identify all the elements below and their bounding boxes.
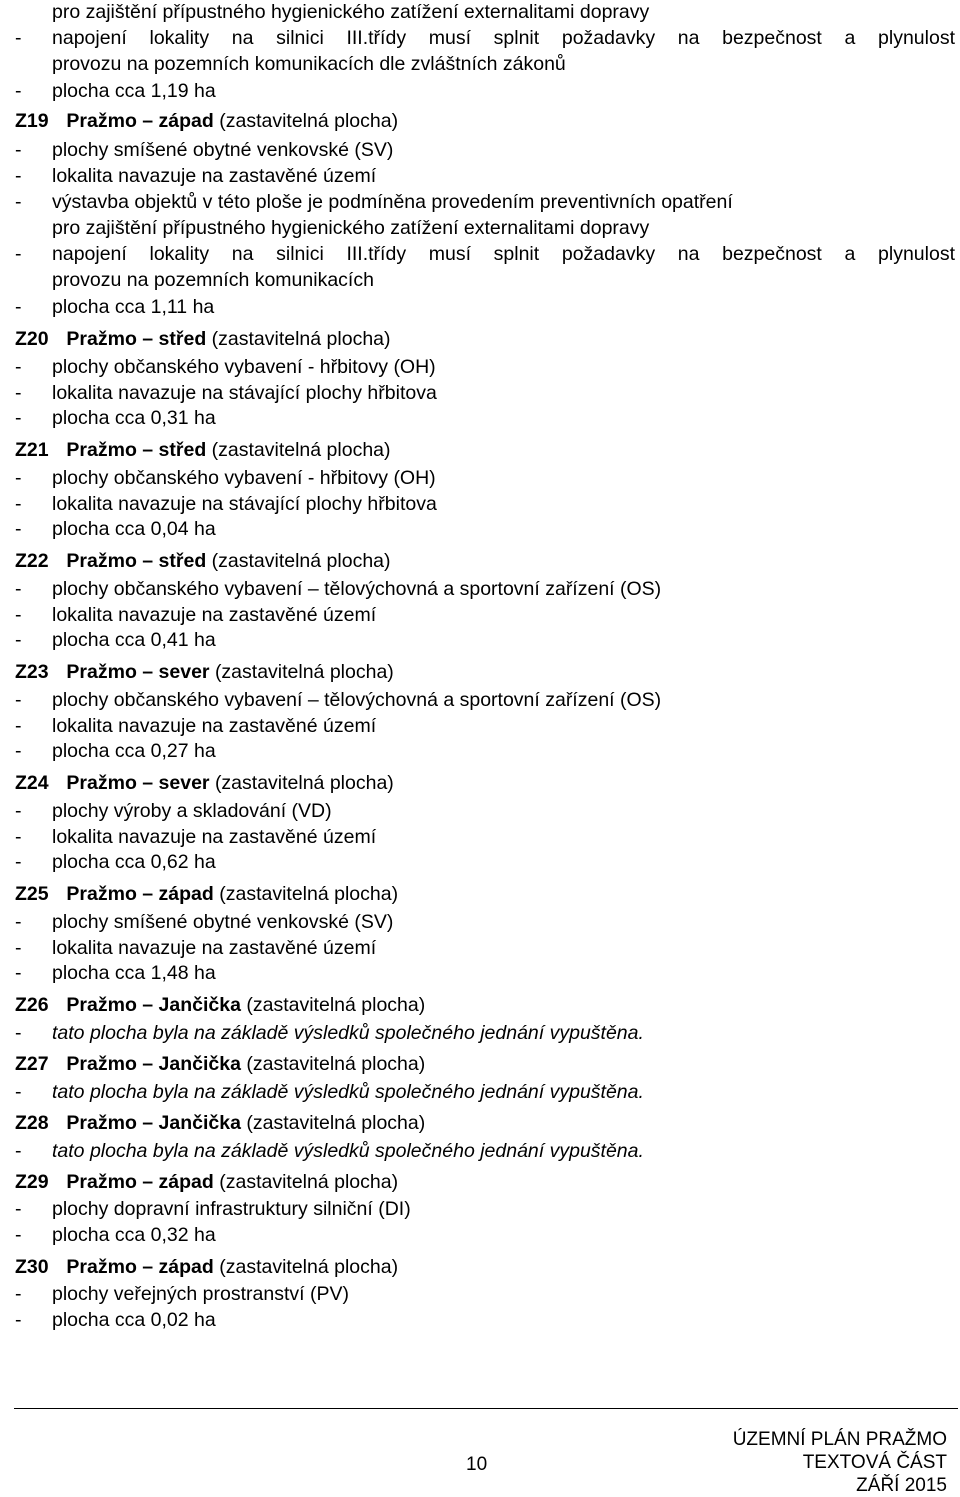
section-code: Z19 xyxy=(15,110,49,132)
section-heading-z25 xyxy=(15,881,957,907)
list-item xyxy=(15,713,957,739)
continuation-line xyxy=(15,215,957,241)
list-bullet: - xyxy=(15,493,22,515)
list-item-text: plochy občanského vybavení – tělovýchovná a sportovní zařízení (OS) xyxy=(52,689,662,711)
list-item xyxy=(15,576,957,602)
list-item xyxy=(15,1138,957,1164)
line-text: pro zajištění přípustného hygienického zatížení externalitami dopravy xyxy=(52,1,650,23)
list-item xyxy=(15,241,957,267)
list-bullet: - xyxy=(15,191,22,213)
list-item xyxy=(15,1020,957,1046)
list-item-text: plochy občanského vybavení - hřbitovy (OH) xyxy=(52,356,436,378)
list-bullet: - xyxy=(15,1309,22,1331)
section-heading-z20 xyxy=(15,326,957,352)
list-bullet: - xyxy=(15,1283,22,1305)
list-item-text: plochy veřejných prostranství (PV) xyxy=(52,1283,349,1305)
list-item-text: plochy výroby a skladování (VD) xyxy=(52,800,332,822)
list-bullet: - xyxy=(15,467,22,489)
list-bullet: - xyxy=(15,911,22,933)
list-bullet: - xyxy=(15,937,22,959)
section-heading-z22 xyxy=(15,548,957,574)
section-code: Z28 xyxy=(15,1112,49,1134)
section-title: Pražmo – střed xyxy=(66,550,207,572)
list-item xyxy=(15,516,957,542)
section-type: (zastavitelná plocha) xyxy=(246,994,426,1016)
section-code: Z27 xyxy=(15,1053,49,1075)
list-item-text: plochy dopravní infrastruktury silniční (DI) xyxy=(52,1198,411,1220)
list-item-text: plocha cca 1,19 ha xyxy=(52,80,216,102)
list-bullet: - xyxy=(15,1198,22,1220)
list-item xyxy=(15,380,957,406)
list-bullet: - xyxy=(15,27,22,49)
list-item-text: plocha cca 0,62 ha xyxy=(52,851,216,873)
section-heading-z19 xyxy=(15,108,957,134)
list-item-text: plocha cca 0,41 ha xyxy=(52,629,216,651)
list-item-text: plocha cca 0,31 ha xyxy=(52,407,216,429)
line-text: pro zajištění přípustného hygienického zatížení externalitami dopravy xyxy=(52,217,650,239)
section-title: Pražmo – západ xyxy=(66,110,214,132)
list-item-text: lokalita navazuje na stávající plochy hřbitova xyxy=(52,493,437,515)
list-bullet: - xyxy=(15,1224,22,1246)
section-heading-z23 xyxy=(15,659,957,685)
section-title: Pražmo – sever xyxy=(66,772,210,794)
list-item xyxy=(15,491,957,517)
list-item xyxy=(15,849,957,875)
section-type: (zastavitelná plocha) xyxy=(211,439,391,461)
list-item-text: výstavba objektů v této ploše je podmíněna provedením preventivních opatření xyxy=(52,191,733,213)
list-bullet: - xyxy=(15,356,22,378)
continuation-line xyxy=(15,51,957,77)
line-text: provozu na pozemních komunikacích xyxy=(52,269,374,291)
section-code: Z29 xyxy=(15,1171,49,1193)
section-title: Pražmo – západ xyxy=(66,883,214,905)
list-bullet: - xyxy=(15,1022,22,1044)
list-item xyxy=(15,465,957,491)
list-bullet: - xyxy=(15,243,22,265)
section-heading-z28 xyxy=(15,1110,957,1136)
section-type: (zastavitelná plocha) xyxy=(211,328,391,350)
list-bullet: - xyxy=(15,604,22,626)
section-heading-z29 xyxy=(15,1169,957,1195)
list-item xyxy=(15,687,957,713)
list-bullet: - xyxy=(15,740,22,762)
section-type: (zastavitelná plocha) xyxy=(219,1171,399,1193)
list-bullet: - xyxy=(15,800,22,822)
section-heading-z30 xyxy=(15,1254,957,1280)
footer-doc-title: ÚZEMNÍ PLÁN PRAŽMO xyxy=(732,1429,947,1450)
section-title: Pražmo – Jančička xyxy=(66,1112,241,1134)
section-title: Pražmo – západ xyxy=(66,1171,214,1193)
footer-doc-part: TEXTOVÁ ČÁST xyxy=(802,1452,947,1473)
list-item-text: napojení lokality na silnici III.třídy musí splnit požadavky na bezpečnost a plynulost xyxy=(52,27,955,49)
section-title: Pražmo – Jančička xyxy=(66,994,241,1016)
continuation-line xyxy=(15,0,957,25)
section-code: Z20 xyxy=(15,328,49,350)
footer-doc-date: ZÁŘÍ 2015 xyxy=(856,1475,947,1496)
section-heading-z21 xyxy=(15,437,957,463)
list-item-text: plocha cca 0,02 ha xyxy=(52,1309,216,1331)
list-item-text: plocha cca 1,48 ha xyxy=(52,962,216,984)
list-item xyxy=(15,189,957,215)
list-item-text: lokalita navazuje na zastavěné území xyxy=(52,604,377,626)
section-title: Pražmo – sever xyxy=(66,661,210,683)
continuation-line xyxy=(15,267,957,293)
list-item-text: lokalita navazuje na zastavěné území xyxy=(52,715,377,737)
list-item-text: lokalita navazuje na stávající plochy hřbitova xyxy=(52,382,437,404)
list-item-text: plochy smíšené obytné venkovské (SV) xyxy=(52,911,394,933)
list-item-text: lokalita navazuje na zastavěné území xyxy=(52,937,377,959)
list-bullet: - xyxy=(15,382,22,404)
list-item xyxy=(15,824,957,850)
list-item xyxy=(15,960,957,986)
list-item xyxy=(15,354,957,380)
list-bullet: - xyxy=(15,689,22,711)
list-item-text: tato plocha byla na základě výsledků společného jednání vypuštěna. xyxy=(52,1081,644,1103)
list-item-text: plocha cca 0,04 ha xyxy=(52,518,216,540)
list-item-text: plocha cca 0,27 ha xyxy=(52,740,216,762)
list-bullet: - xyxy=(15,1081,22,1103)
section-title: Pražmo – západ xyxy=(66,1256,214,1278)
section-type: (zastavitelná plocha) xyxy=(219,110,399,132)
list-bullet: - xyxy=(15,296,22,318)
list-bullet: - xyxy=(15,962,22,984)
section-code: Z30 xyxy=(15,1256,49,1278)
list-item xyxy=(15,1196,957,1222)
list-item xyxy=(15,738,957,764)
section-code: Z21 xyxy=(15,439,49,461)
footer-doc-info xyxy=(733,1428,947,1497)
section-heading-z27 xyxy=(15,1051,957,1077)
list-item xyxy=(15,602,957,628)
list-item-text: napojení lokality na silnici III.třídy musí splnit požadavky na bezpečnost a plynulost xyxy=(52,243,955,265)
list-item-text: lokalita navazuje na zastavěné území xyxy=(52,165,377,187)
list-item xyxy=(15,1281,957,1307)
footer-divider xyxy=(14,1408,958,1409)
list-item xyxy=(15,627,957,653)
list-bullet: - xyxy=(15,518,22,540)
list-bullet: - xyxy=(15,1140,22,1162)
list-item xyxy=(15,798,957,824)
list-bullet: - xyxy=(15,407,22,429)
list-item xyxy=(15,137,957,163)
list-bullet: - xyxy=(15,80,22,102)
list-bullet: - xyxy=(15,629,22,651)
list-bullet: - xyxy=(15,715,22,737)
section-heading-z24 xyxy=(15,770,957,796)
list-item-text: tato plocha byla na základě výsledků společného jednání vypuštěna. xyxy=(52,1022,644,1044)
list-item-text: plocha cca 0,32 ha xyxy=(52,1224,216,1246)
list-item xyxy=(15,1222,957,1248)
section-code: Z24 xyxy=(15,772,49,794)
section-type: (zastavitelná plocha) xyxy=(214,772,394,794)
list-item xyxy=(15,909,957,935)
list-item xyxy=(15,935,957,961)
list-item xyxy=(15,25,957,51)
list-item-text: tato plocha byla na základě výsledků společného jednání vypuštěna. xyxy=(52,1140,644,1162)
list-bullet: - xyxy=(15,851,22,873)
section-type: (zastavitelná plocha) xyxy=(214,661,394,683)
list-item xyxy=(15,294,957,320)
list-item xyxy=(15,1307,957,1333)
list-bullet: - xyxy=(15,826,22,848)
line-text: provozu na pozemních komunikacích dle zvláštních zákonů xyxy=(52,53,566,75)
section-title: Pražmo – střed xyxy=(66,328,207,350)
list-item-text: plochy občanského vybavení – tělovýchovná a sportovní zařízení (OS) xyxy=(52,578,662,600)
section-type: (zastavitelná plocha) xyxy=(246,1112,426,1134)
list-item-text: plocha cca 1,11 ha xyxy=(52,296,215,318)
section-type: (zastavitelná plocha) xyxy=(219,1256,399,1278)
section-code: Z23 xyxy=(15,661,49,683)
list-item xyxy=(15,163,957,189)
list-bullet: - xyxy=(15,139,22,161)
list-item xyxy=(15,78,957,104)
section-code: Z22 xyxy=(15,550,49,572)
list-item-text: plochy smíšené obytné venkovské (SV) xyxy=(52,139,394,161)
section-code: Z26 xyxy=(15,994,49,1016)
list-item xyxy=(15,1079,957,1105)
list-item-text: lokalita navazuje na zastavěné území xyxy=(52,826,377,848)
section-heading-z26 xyxy=(15,992,957,1018)
list-bullet: - xyxy=(15,578,22,600)
list-item xyxy=(15,405,957,431)
section-code: Z25 xyxy=(15,883,49,905)
section-type: (zastavitelná plocha) xyxy=(219,883,399,905)
list-item-text: plochy občanského vybavení - hřbitovy (OH) xyxy=(52,467,436,489)
section-title: Pražmo – střed xyxy=(66,439,207,461)
page-number: 10 xyxy=(466,1454,488,1475)
section-title: Pražmo – Jančička xyxy=(66,1053,241,1075)
section-type: (zastavitelná plocha) xyxy=(211,550,391,572)
list-bullet: - xyxy=(15,165,22,187)
section-type: (zastavitelná plocha) xyxy=(246,1053,426,1075)
